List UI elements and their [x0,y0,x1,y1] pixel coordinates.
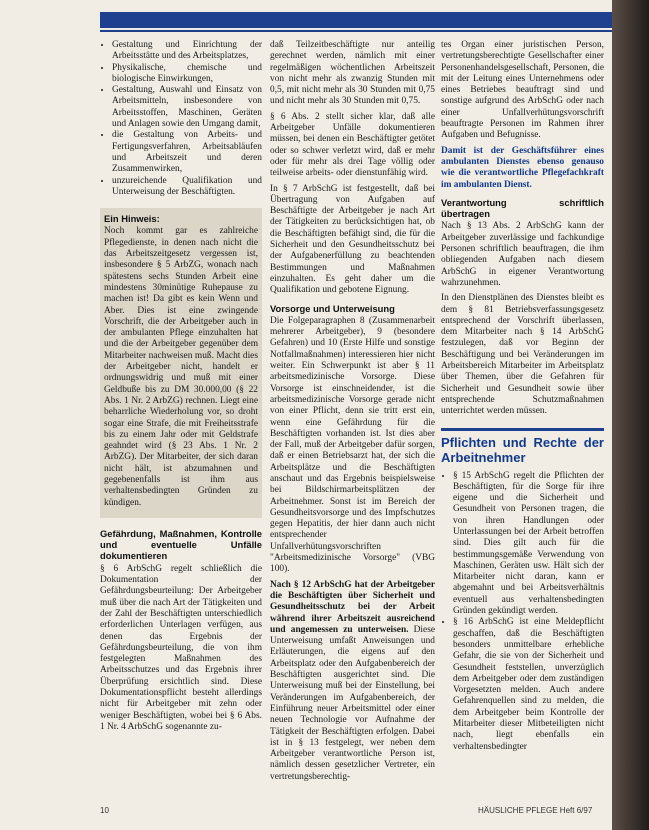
subheading-vorsorge: Vorsorge und Unterweisung [270,302,395,314]
list-item: • § 15 ArbSchG regelt die Pflichten der Beschäftigten, für die Sorge für ihre eigene und die Sicherheit und Gesundheit von Personen tragen, die von ihren Handlungen oder Unterlassungen bei der Arbeit betroffen sind. Dies gilt auch für die bestimmungsgemäße Verwendung von Maschinen, Geräten usw. Hält sich der Mitarbeiter nicht daran, kann er abgemahnt und bei Arbeitsverhältnis eventuell aus verhaltensbedingten Gründen gekündigt werden. [453,471,604,618]
paragraph: tes Organ einer juristischen Person, vertretungsberechtigte Gesellschafter einer Personenhandelsgesellschaft, Personen, die mit der Leitung eines Unternehmens oder eines Betriebes beauftragt sind und sonstige aufgrund des ArbSchG oder nach einer Unfallverhütungsvorschrift beauftragte Personen im Rahmen ihrer Aufgaben und Befugnisse. [441,40,604,141]
header-color-bar [100,12,612,28]
lead-sentence: Nach § 12 ArbSchG hat der Arbeitgeber die Beschäftigten über Sicherheit und Gesundheitsschutz bei der Arbeit während ihrer Arbeitszeit ausreichend und angemessen zu unterweisen. [270,579,435,635]
journal-footer: HÄUSLICHE PFLEGE Heft 6/97 [478,806,593,815]
paragraph: In § 7 ArbSchG ist festgestellt, daß bei Übertragung von Aufgaben auf Beschäftigte der Arbeitgeber je nach Art der Tätigkeiten zu berücksichtigen hat, ob die Beschäftigten befähigt sind, die für die Sicherheit und den Gesundheitsschutz bei der Aufgabenerfüllung zu beachtenden Bestimmungen und Maßnahmen einzuhalten. Es geht daher um die Qualifikation und gebotene Eignung. [270,183,435,296]
paragraph [270,580,435,783]
subheading-documentation: Gefährdung, Maßnahmen, Kontrolle und eventuelle Unfälle dokumentieren [100,527,262,562]
hint-box [100,208,262,518]
duties-list [441,471,604,753]
page-number: 10 [100,806,109,815]
section-header [441,428,604,465]
paragraph: daß Teilzeitbeschäftigte nur anteilig gerechnet werden, nämlich mit einer regelmäßigen wöchentlichen Arbeitszeit von nicht mehr als zwanzig Stunden mit 0,5, mit nicht mehr als 30 Stunden mit 0,75 und nicht mehr als 30 Stunden mit 0,75. [270,40,435,107]
hint-box-text: Noch kommt gar es zahlreiche Pflegedienste, in denen nach nicht die das Arbeitszeitgesetz vergessen ist, insbesondere § 5 ArbZG, wonach nach spätestens sechs Stunden Arbeit eine mindestens 30minütige Ruhepause zu machen ist! Da gibt es kein Wenn und Aber. Dies ist eine zwingende Vorschrift, die der Arbeitgeber auch in der ambulanten Pflege einzuhalten hat und die der Arbeitgeber gegenüber dem Mitarbeiter nachweisen muß. Macht dies der Arbeitgeber nicht, handelt er ordnungswidrig und muß mit einer Geldbuße bis zu DM 30.000,00 (§ 22 Abs. 1 Nr. 2 ArbZG) rechnen. Liegt eine beharrliche Wiederholung vor, so droht sogar eine Strafe, die mit Freiheitsstrafe bis zu einem Jahr oder mit Geldstrafe geahndet wird (§ 23 Abs. 1 Nr. 2 ArbZG). Der Mitarbeiter, der sich daran nicht hält, ist abzumahnen und gegebenenfalls ist ihm aus verhaltensbedingten Gründen zu kündigen. [104,226,258,508]
list-item: • die Gestaltung von Arbeits- und Fertigungsverfahren, Arbeitsabläufen und Arbeitszeit und deren Zusammenwirken, [112,130,262,175]
list-item: • Gestaltung und Einrichtung der Arbeitsstätte und des Arbeitsplatzes, [112,40,262,63]
paragraph: § 6 ArbSchG regelt schließlich die Dokumentation der Gefährdungsbeurteilung: Der Arbeitgeber muß über die nach Art der Tätigkeiten und der Zahl der Beschäftigten unterschiedlich erforderlichen Unterlagen verfügen, aus denen das Ergebnis der Gefährdungsbeurteilung, die von ihm festgelegten Maßnahmen des Arbeitsschutzes und das Ergebnis ihrer Überprüfung ersichtlich sind. Diese Dokumentationspflicht besteht allerdings nicht für Arbeitgeber mit zehn oder weniger Beschäftigten, wobei bei § 6 Abs. 1 Nr. 4 ArbSchG sogenannte zu- [100,563,262,732]
paragraph: Die Folgeparagraphen 8 (Zusammenarbeit mehrerer Arbeitgeber), 9 (besondere Gefahren) und 10 (Erste Hilfe und sonstige Notfallmaßnahmen) interessieren hier nicht weiter. Ein Schwerpunkt ist aber § 11 arbeitsmedizinische Vorsorge. Diese Vorsorge ist einschneidender, ist die arbeitsmedizinische Vorsorge gerade nicht von einer Pflicht, denn sie tritt erst ein, wenn eine Gefährdung für die Beschäftigten vorhanden ist. Ist dies aber der Fall, muß der Arbeitgeber dafür sorgen, daß er einen Betriebsarzt hat, der sich die Arbeitsplätze und die Beschäftigten anschaut und das Ergebnis beispielsweise bei Bildschirmarbeitsplätzen der Arbeitnehmer. Sonst ist im Bereich der Gesundheitsvorsorge und des Impfschutzes gegen Hepatitis, der hier dann auch nicht entsprechender Unfallverhütungsvorschriften "Arbeitsmedizinische Vorsorge" (VBG 100). [270,315,435,575]
paragraph: Nach § 13 Abs. 2 ArbSchG kann der Arbeitgeber zuverlässige und fachkundige Personen schriftlich beauftragen, die ihm obliegenden Aufgaben nach diesem ArbSchG in eigener Verantwortung wahrzunehmen. [441,221,604,288]
hazard-list [100,40,262,198]
column-3 [441,40,604,753]
list-item: • § 16 ArbSchG ist eine Meldepflicht geschaffen, daß die Beschäftigten besonders unmittelbare erhebliche Gefahr, die sie von der Sicherheit und Gesundheit feststellen, unverzüglich dem Arbeitgeber oder dem zuständigen Vorgesetzten melden. Auch andere Gefahrenquellen sind zu melden, die dem Arbeitgeber beim Kontrolle der Mitarbeiter dieser Mitbeteiligten nicht nach, liegt ebenfalls ein verhaltensbedingter [453,617,604,753]
page-edge-shadow [612,0,649,830]
paragraph: In den Dienstplänen des Dienstes bleibt es dem § 81 Betriebsverfassungsgesetz entsprechend der Vorschrift überlassen, dem Mitarbeiter nach § 14 ArbSchG festzulegen, daß vor Beginn der Beschäftigung und bei Veränderungen im Arbeitsbereich Mitarbeiter im Arbeitsplatz über Themen, über die Gefahren für Sicherheit und Gesundheit sowie über entsprechende Schutzmaßnahmen unterrichtet werden müssen. [441,293,604,417]
header-rule [100,30,612,32]
section-title: Pflichten und Rechte der Arbeitnehmer [441,434,604,465]
highlight-statement: Damit ist der Geschäftsführer eines ambulanten Dienstes ebenso genauso wie die verantwortliche Pflegefachkraft im ambulanten Dienst. [441,145,604,190]
paragraph: § 6 Abs. 2 stellt sicher klar, daß alle Arbeitgeber Unfälle dokumentieren müssen, bei denen ein Beschäftigter getötet oder so schwer verletzt wird, daß er mehr oder für mehr als drei Tage völlig oder teilweise arbeits- oder dienstunfähig wird. [270,111,435,179]
column-1 [100,40,262,737]
hint-box-title: Ein Hinweis: [104,213,160,225]
column-2 [270,40,435,787]
list-item: • unzureichende Qualifikation und Unterweisung der Beschäftigten. [112,176,262,199]
subheading-verantwortung: Verantwortung schriftlich übertragen [441,196,604,220]
paragraph-continuation: Diese Unterweisung umfaßt Anweisungen und Erläuterungen, die eigens auf den Arbeitsplatz oder den Aufgabenbereich der Beschäftigten ausgerichtet sind. Die Unterweisung muß bei der Einstellung, bei Veränderungen im Aufgabenbereich, der Einführung neuer Arbeitsmittel oder einer neuen Technologie vor Aufnahme der Tätigkeit der Beschäftigten erfolgen. Dabei ist in § 13 festgelegt, wer neben dem Arbeitgeber verantwortliche Person ist, nämlich dessen gesetzlicher Vertreter, ein vertretungsberechtig- [270,624,436,782]
list-item: • Gestaltung, Auswahl und Einsatz von Arbeitsmitteln, insbesondere von Arbeitsstoffen, Maschinen, Geräten und Anlagen sowie den Umgang damit, [112,85,262,130]
list-item: • Physikalische, chemische und biologische Einwirkungen, [112,63,262,86]
